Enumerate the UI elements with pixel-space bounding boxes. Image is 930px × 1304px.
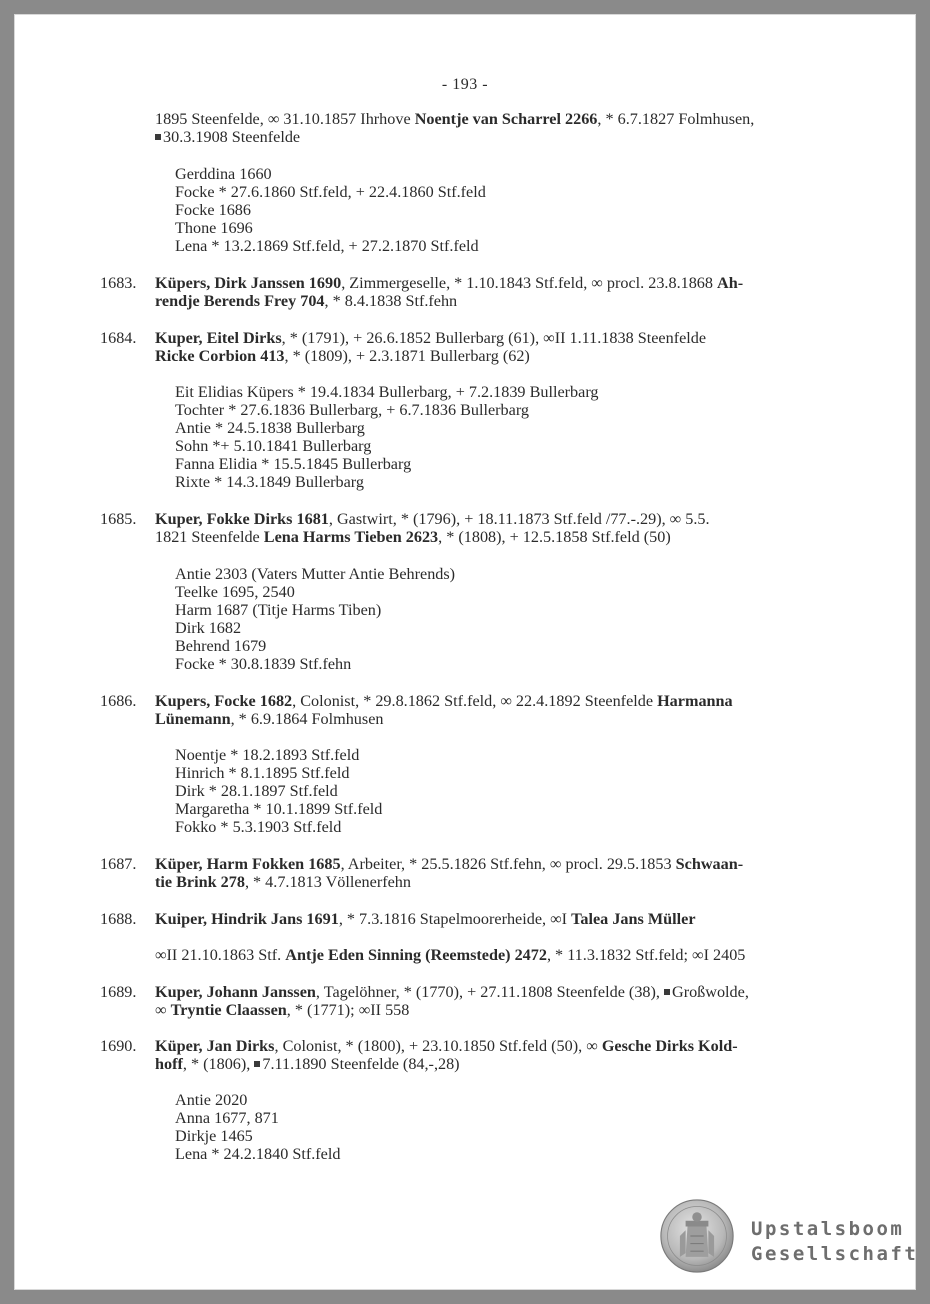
entry-line: hoff, * (1806), 7.11.1890 Steenfelde (84,-,28) [155,1055,460,1073]
entry-line: Kuper, Johann Janssen, Tagelöhner, * (1770), + 27.11.1808 Steenfelde (38), Großwolde, [155,983,749,1001]
entry-number: 1690. [100,1037,137,1055]
child-line: Harm 1687 (Titje Harms Tiben) [175,601,382,619]
entry-line: rendje Berends Frey 704, * 8.4.1838 Stf.fehn [155,292,458,310]
child-line: Lena * 13.2.1869 Stf.feld, + 27.2.1870 Stf.feld [175,237,479,255]
society-name-line-2: Gesellschaft [751,1243,919,1265]
child-line: Focke * 27.6.1860 Stf.feld, + 22.4.1860 Stf.feld [175,183,486,201]
seal-logo-icon [659,1198,735,1274]
page-number: - 193 - [441,76,489,93]
child-line: Antie 2020 [175,1091,248,1109]
entry-number: 1688. [100,910,137,928]
child-line: Behrend 1679 [175,637,267,655]
burial-square-icon [664,989,670,995]
entry-line: Küpers, Dirk Janssen 1690, Zimmergeselle, * 1.10.1843 Stf.feld, ∞ procl. 23.8.1868 Ah- [155,274,744,292]
child-line: Focke 1686 [175,201,251,219]
entry-line: Ricke Corbion 413, * (1809), + 2.3.1871 Bullerbarg (62) [155,347,530,365]
entry-line: ∞II 21.10.1863 Stf. Antje Eden Sinning (Reemstede) 2472, * 11.3.1832 Stf.feld; ∞I 2405 [155,946,746,964]
entry-line: Kuiper, Hindrik Jans 1691, * 7.3.1816 Stapelmoorerheide, ∞I Talea Jans Müller [155,910,696,928]
entry-number: 1683. [100,274,137,292]
child-line: Antie 2303 (Vaters Mutter Antie Behrends) [175,565,456,583]
child-line: Fokko * 5.3.1903 Stf.feld [175,818,342,836]
child-line: Teelke 1695, 2540 [175,583,295,601]
child-line: Fanna Elidia * 15.5.1845 Bullerbarg [175,455,412,473]
entry-number: 1687. [100,855,137,873]
child-line: Hinrich * 8.1.1895 Stf.feld [175,764,350,782]
entry-line: tie Brink 278, * 4.7.1813 Völlenerfehn [155,873,411,891]
entry-number: 1689. [100,983,137,1001]
entry-number: 1684. [100,329,137,347]
child-line: Dirk * 28.1.1897 Stf.feld [175,782,338,800]
child-line: Tochter * 27.6.1836 Bullerbarg, + 6.7.1836 Bullerbarg [175,401,530,419]
entry-line: Kupers, Focke 1682, Colonist, * 29.8.1862 Stf.feld, ∞ 22.4.1892 Steenfelde Harmanna [155,692,733,710]
entry-line: Küper, Jan Dirks, Colonist, * (1800), + 23.10.1850 Stf.feld (50), ∞ Gesche Dirks Kold- [155,1037,738,1055]
child-line: Anna 1677, 871 [175,1109,279,1127]
child-line: Thone 1696 [175,219,253,237]
entry-line: ∞ Tryntie Claassen, * (1771); ∞II 558 [155,1001,410,1019]
entry-line: Küper, Harm Fokken 1685, Arbeiter, * 25.5.1826 Stf.fehn, ∞ procl. 29.5.1853 Schwaan- [155,855,744,873]
child-line: Margaretha * 10.1.1899 Stf.feld [175,800,383,818]
child-line: Gerddina 1660 [175,165,272,183]
entry-number: 1686. [100,692,137,710]
child-line: Antie * 24.5.1838 Bullerbarg [175,419,365,437]
document-page [14,14,919,1290]
continuation-line-1: 1895 Steenfelde, ∞ 31.10.1857 Ihrhove Noentje van Scharrel 2266, * 6.7.1827 Folmhusen, [155,110,755,128]
child-line: Dirkje 1465 [175,1127,253,1145]
child-line: Focke * 30.8.1839 Stf.fehn [175,655,352,673]
burial-square-icon [254,1061,260,1067]
child-line: Eit Elidias Küpers * 19.4.1834 Bullerbarg, + 7.2.1839 Bullerbarg [175,383,599,401]
entry-line: 1821 Steenfelde Lena Harms Tieben 2623, * (1808), + 12.5.1858 Stf.feld (50) [155,528,671,546]
continuation-line-2: 30.3.1908 Steenfelde [155,128,300,146]
entry-line: Kuper, Fokke Dirks 1681, Gastwirt, * (1796), + 18.11.1873 Stf.feld /77.-.29), ∞ 5.5. [155,510,710,528]
entry-number: 1685. [100,510,137,528]
child-line: Lena * 24.2.1840 Stf.feld [175,1145,341,1163]
child-line: Noentje * 18.2.1893 Stf.feld [175,746,360,764]
society-name-line-1: Upstalsboom [751,1218,905,1240]
entry-line: Lünemann, * 6.9.1864 Folmhusen [155,710,384,728]
entry-line: Kuper, Eitel Dirks, * (1791), + 26.6.1852 Bullerbarg (61), ∞II 1.11.1838 Steenfelde [155,329,707,347]
child-line: Sohn *+ 5.10.1841 Bullerbarg [175,437,372,455]
child-line: Dirk 1682 [175,619,242,637]
child-line: Rixte * 14.3.1849 Bullerbarg [175,473,364,491]
burial-square-icon [155,134,161,140]
